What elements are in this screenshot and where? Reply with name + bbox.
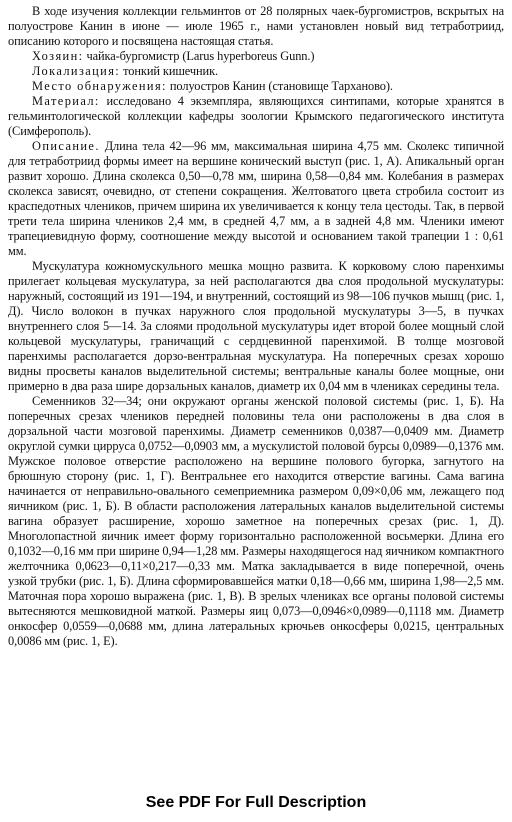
intro-paragraph: [8, 4, 504, 49]
host-paragraph: [8, 49, 504, 64]
localization-label: Локализация:: [32, 64, 121, 78]
footer-note: See PDF For Full Description: [145, 794, 367, 811]
host-label: Хозяин:: [32, 49, 84, 63]
localization-text: тонкий кишечник.: [120, 64, 219, 78]
reproductive-paragraph: [8, 394, 504, 649]
host-text: чайка-бургомистр (Larus hyperboreus Gunn.): [83, 49, 315, 63]
description-label: Описание.: [32, 139, 100, 153]
musculature-text: Мускулатура кожномускульного мешка мощно развита. К корковому слою паренхимы прилегает кольцевая мускулатура, за ней располагаются два слоя продольной мускулатуры: наружный, состоящий из 191—194, и внутренний, состоящий из 98—106 пучков мышц (рис. 1, Д). Число волокон в пучках наружного слоя продольной мускулатуры 3—5, в пучках внутреннего слоя 5—14. За слоями продольной мускулатуры идет второй более мощный слой кольцевой мускулатуры, граничащий с сердцевинной паренхимой. В толще мозговой паренхимы располагается дорзо-вентральная мускулатура. На поперечных срезах хорошо видны просветы каналов выделительной системы; вентральные каналы более мощные, они примерно в два раза шире дорзальных каналов, диаметр их 0,04 мм в члениках середины тела.: [8, 259, 504, 393]
reproductive-text: Семенников 32—34; они окружают органы женской половой системы (рис. 1, Б). На поперечных срезах члеников передней половины тела они расположены в два слоя в дорзальной части мозговой паренхимы. Диаметр семенников 0,0387—0,0409 мм. Диаметр округлой сумки цирруса 0,0752—0,0903 мм, а мускулистой половой бурсы 0,0989—0,1376 мм. Мужское половое отверстие расположено на вершине полового бугорка, загнутого на брюшную сторону (рис. 1, Г). Вентральнее его находится отверстие вагины. Сама вагина начинается от неправильно-овального семеприемника размером 0,09×0,06 мм, лежащего под яичником (рис. 1, Б). В области расположения латеральных каналов выделительной системы вагина образует расширение, хорошо заметное на поперечных срезах (рис. 1, Д). Многолопастной яичник имеет форму горизонтально расположенной восьмерки. Длина его 0,1032—0,16 мм при ширине 0,94—1,28 мм. Размеры находящегося над яичником компактного желточника 0,0623—0,11×0,217—0,33 мм. Матка закладывается в виде поперечной, очень узкой трубки (рис. 1, Б). Длина сформировавшейся матки 0,18—0,66 мм, ширина 1,98—2,5 мм. Маточная пора хорошо выражена (рис. 1, В). В зрелых члениках все органы половой системы вытесняются мешковидной маткой. Размеры яиц 0,073—0,0946×0,0989—0,1118 мм. Диаметр онкосфер 0,0559—0,0688 мм, длина латеральных крючьев онкосферы 0,0215, центральных 0,0086 мм (рис. 1, Е).: [8, 394, 504, 648]
description-text: Длина тела 42—96 мм, максимальная ширина 4,75 мм. Сколекс типичной для тетработриид формы имеет на вершине конический выступ (рис. 1, А). Апикальный орган развит хорошо. Длина сколекса 0,50—0,78 мм, ширина 0,58—0,84 мм. Колебания в размерах сколекса зависят, очевидно, от степени сокращения. Желтоватого цвета стробила состоит из краспедотных члеников, причем ширина их увеличивается к концу тела цестоды. Так, в первой трети тела ширина члеников 2,4 мм, в средней 4,7 мм, а в задней 4,8 мм. Членики имеют трапециевидную форму, соотношение между высотой и основанием такой трапеции 1 : 0,61 мм.: [8, 139, 504, 258]
material-paragraph: [8, 94, 504, 139]
description-paragraph: [8, 139, 504, 259]
localization-paragraph: [8, 64, 504, 79]
intro-text: В ходе изучения коллекции гельминтов от 28 полярных чаек-бургомистров, вскрытых на полуострове Канин в июне — июле 1965 г., нами установлен новый вид тетработриид, описанию которого и посвящена настоящая статья.: [8, 4, 504, 48]
musculature-paragraph: [8, 259, 504, 394]
location-label: Место обнаружения:: [32, 79, 167, 93]
location-text: полуостров Канин (становище Тарханово).: [166, 79, 393, 93]
location-paragraph: [8, 79, 504, 94]
material-label: Материал:: [32, 94, 100, 108]
material-text: исследовано 4 экземпляра, являющихся синтипами, которые хранятся в гельминтологической коллекции кафедры зоологии Крымского педагогического института (Симферополь).: [8, 94, 504, 138]
